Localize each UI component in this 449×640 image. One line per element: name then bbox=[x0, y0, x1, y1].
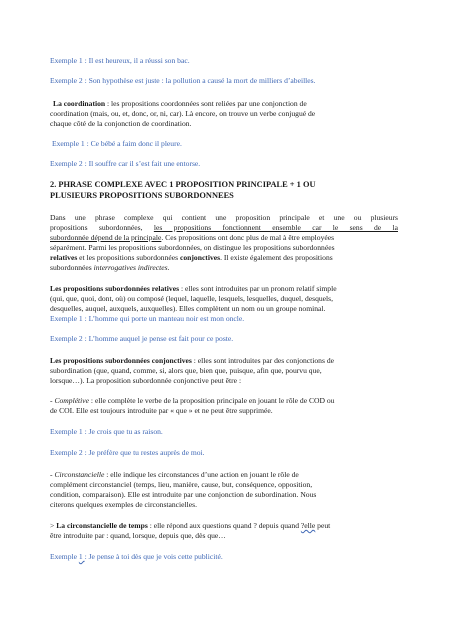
circonstancielle-line-3: condition, comparaison). Elle est introduite par une conjonction de subordination. Nous bbox=[50, 490, 317, 499]
example-relative-1: Exemple 1 : L’homme qui porte un manteau noir est mon oncle. bbox=[50, 314, 245, 323]
intro-line-1: Dans une phrase complexe qui contient une proposition principale et une ou plusieurs bbox=[50, 213, 398, 222]
completive-term: Complétive bbox=[54, 396, 90, 405]
example-completive-2: Exemple 2 : Je préfère que tu restes auprès de moi. bbox=[50, 448, 205, 457]
example-juxtaposition-2: Exemple 2 : Son hypothèse est juste : la pollution a causé la mort de milliers d’abeilles. bbox=[50, 76, 316, 85]
temps-line-2: être introduite par : quand, lorsque, depuis que, dès que… bbox=[50, 531, 226, 540]
example-relative-2: Exemple 2 : L’homme auquel je pense est fait pour ce poste. bbox=[50, 334, 234, 343]
example-juxtaposition-1: Exemple 1 : Il est heureux, il a réussi son bac. bbox=[50, 56, 190, 65]
coordination-line-1: La coordination : les propositions coordonnées sont reliées par une conjonction de bbox=[53, 99, 307, 108]
example-temps-1: Exemple 1 : Je pense à toi dès que je vois cette publicité. bbox=[50, 552, 223, 561]
relatives-line-2: (qui, que, quoi, dont, où) ou composé (lequel, laquelle, lesquels, lesquelles, duquel, desquels, bbox=[50, 294, 334, 303]
conjonctives-line-3: lorsque…). La proposition subordonnée conjonctive peut être : bbox=[50, 376, 242, 385]
relatives-term: Les propositions subordonnées relatives bbox=[50, 284, 180, 293]
completive-line-1: - Complétive : elle complète le verbe de la proposition principale en jouant le rôle de COD ou bbox=[50, 396, 335, 405]
intro-line-4: séparément. Parmi les propositions subordonnées, on distingue les propositions subordonnées bbox=[50, 243, 335, 252]
conjonctives-term: Les propositions subordonnées conjonctives bbox=[50, 356, 192, 365]
conjonctives-line-1: Les propositions subordonnées conjonctives : elles sont introduites par des conjonctions de bbox=[50, 356, 334, 365]
temps-line-1: > La circonstancielle de temps : elle répond aux questions quand ? depuis quand ?elle peut bbox=[50, 521, 331, 530]
section-heading-line-2: PLUSIEURS PROPOSITIONS SUBORDONNEES bbox=[50, 191, 234, 200]
intro-line-3: subordonnée dépend de la principale. Ces propositions ont donc plus de mal à être employées bbox=[50, 233, 335, 242]
completive-line-2: de COI. Elle est toujours introduite par « que » et ne peut être supprimée. bbox=[50, 406, 273, 415]
coordination-line-3: chaque côté de la conjonction de coordination. bbox=[50, 119, 192, 128]
relatives-line-3: desquelles, auquel, auxquels, auxquelles). Elles complètent un nom ou un groupe nominal. bbox=[50, 304, 326, 313]
relatives-line-1: Les propositions subordonnées relatives : elles sont introduites par un pronom relatif simple bbox=[50, 284, 337, 293]
circonstancielle-term: Circonstancielle bbox=[54, 470, 105, 479]
intro-line-6: subordonnées interrogatives indirectes. bbox=[50, 263, 170, 272]
example-completive-1: Exemple 1 : Je crois que tu as raison. bbox=[50, 427, 163, 436]
circonstancielle-line-1: - Circonstancielle : elle indique les circonstances d’une action en jouant le rôle de bbox=[50, 470, 299, 479]
example-coordination-1: Exemple 1 : Ce bébé a faim donc il pleure. bbox=[52, 139, 182, 148]
temps-term: La circonstancielle de temps bbox=[56, 521, 148, 530]
coordination-line-2: coordination (mais, ou, et, donc, or, ni, car). Là encore, on trouve un verbe conjugué de bbox=[50, 109, 316, 118]
conjonctives-line-2: subordination (que, quand, comme, si, alors que, bien que, puisque, afin que, pourvu que, bbox=[50, 366, 322, 375]
coordination-term: La coordination bbox=[53, 99, 106, 108]
spellcheck-squiggle: ?elle bbox=[300, 521, 316, 530]
intro-line-2: propositions subordonnées, les propositions fonctionnent ensemble car le sens de la bbox=[50, 223, 398, 232]
circonstancielle-line-2: complément circonstanciel (temps, lieu, manière, cause, but, conséquence, opposition, bbox=[50, 480, 313, 489]
circonstancielle-line-4: citerons quelques exemples de circonstancielles. bbox=[50, 500, 197, 509]
example-coordination-2: Exemple 2 : Il souffre car il s’est fait une entorse. bbox=[50, 159, 201, 168]
section-heading-line-1: 2. PHRASE COMPLEXE AVEC 1 PROPOSITION PRINCIPALE + 1 OU bbox=[50, 180, 316, 189]
intro-line-5: relatives et les propositions subordonnées conjonctives. Il existe également des propositions bbox=[50, 253, 333, 262]
